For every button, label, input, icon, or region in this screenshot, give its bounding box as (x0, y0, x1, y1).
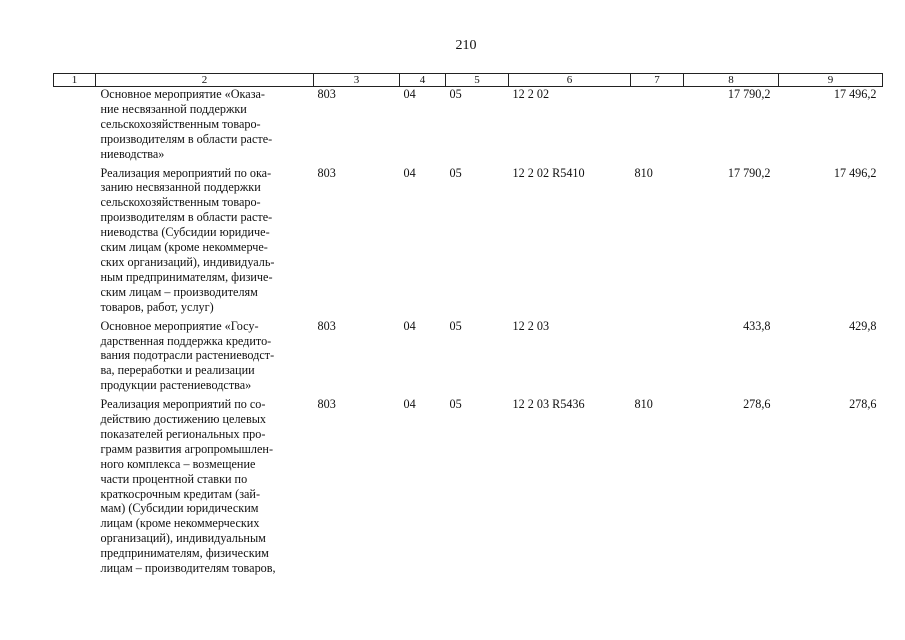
description-line: вания подотрасли растениеводст- (100, 348, 275, 363)
description-line: производителям в области расте- (100, 210, 273, 225)
page-number: 210 (455, 38, 477, 53)
table-row (54, 166, 883, 319)
column-header-8: 8 (684, 74, 779, 87)
description-line: мам) (Субсидии юридическим (100, 501, 259, 516)
table-row (54, 87, 883, 166)
row-description (96, 397, 314, 580)
row-index-cell (54, 87, 96, 166)
budget-table (53, 73, 883, 580)
column-header-5: 5 (446, 74, 509, 87)
expense-type-code (631, 319, 684, 398)
description-line: действию достижению целевых (100, 412, 266, 427)
amount-year-1: 433,8 (743, 318, 771, 333)
target-article-code: 12 2 03 R5436 (512, 397, 585, 412)
description-line: ниеводства» (100, 146, 165, 161)
row-index-cell (54, 319, 96, 398)
column-header-2: 2 (96, 74, 314, 87)
description-line: грамм развития агропромышлен- (100, 441, 273, 456)
amount-year-2: 429,8 (849, 318, 877, 333)
section-code: 04 (403, 397, 416, 412)
description-line: сельскохозяйственным товаро- (100, 195, 261, 210)
description-line: ва, переработки и реализации (100, 363, 255, 378)
grbs-code: 803 (317, 165, 336, 180)
description-line: Реализация мероприятий по со- (100, 397, 266, 412)
description-line: ским лицам – производителям (100, 284, 258, 299)
description-line: лицам – производителям товаров, (100, 561, 276, 576)
description-line: ских организаций), индивидуаль- (100, 254, 275, 269)
column-header-6: 6 (509, 74, 631, 87)
description-line: Основное мероприятие «Госу- (100, 318, 259, 333)
target-article-code: 12 2 02 (512, 87, 550, 101)
target-article-code: 12 2 02 R5410 (512, 165, 585, 180)
amount-year-2: 17 496,2 (833, 165, 877, 180)
column-header-9: 9 (779, 74, 883, 87)
description-line: занию несвязанной поддержки (100, 180, 261, 195)
description-line: организаций), индивидуальным (100, 531, 266, 546)
description-line: краткосрочным кредитам (зай- (100, 486, 261, 501)
section-code: 04 (403, 318, 416, 333)
section-code: 04 (403, 87, 416, 101)
row-index-cell (54, 397, 96, 580)
grbs-code: 803 (317, 87, 336, 101)
description-line: Основное мероприятие «Оказа- (100, 87, 265, 101)
description-line: Реализация мероприятий по ока- (100, 165, 272, 180)
description-line: производителям в области расте- (100, 131, 273, 146)
description-line: сельскохозяйственным товаро- (100, 116, 261, 131)
subsection-code: 05 (449, 87, 462, 101)
description-line: ниеводства (Субсидии юридиче- (100, 225, 270, 240)
subsection-code: 05 (449, 165, 462, 180)
description-line: ние несвязанной поддержки (100, 101, 247, 116)
amount-year-1: 17 790,2 (727, 165, 771, 180)
subsection-code: 05 (449, 318, 462, 333)
amount-year-1: 278,6 (743, 397, 771, 412)
table-body (54, 87, 883, 581)
expense-type-code: 810 (634, 165, 653, 180)
column-header-1: 1 (54, 74, 96, 87)
description-line: предпринимателям, физическим (100, 546, 269, 561)
description-line: лицам (кроме некоммерческих (100, 516, 260, 531)
row-index-cell (54, 166, 96, 319)
column-number-row (54, 74, 883, 87)
column-header-7: 7 (631, 74, 684, 87)
row-description (96, 87, 314, 166)
table-row (54, 397, 883, 580)
target-article-code: 12 2 03 (512, 318, 550, 333)
description-line: ного комплекса – возмещение (100, 456, 256, 471)
expense-type-code (631, 87, 684, 166)
column-header-4: 4 (400, 74, 446, 87)
grbs-code: 803 (317, 318, 336, 333)
row-description (96, 166, 314, 319)
subsection-code: 05 (449, 397, 462, 412)
description-line: части процентной ставки по (100, 471, 248, 486)
description-line: ным предпринимателям, физиче- (100, 269, 273, 284)
description-line: показателей региональных про- (100, 426, 266, 441)
column-header-3: 3 (314, 74, 400, 87)
amount-year-2: 278,6 (849, 397, 877, 412)
amount-year-2: 17 496,2 (833, 87, 877, 101)
description-line: товаров, работ, услуг) (100, 299, 214, 314)
grbs-code: 803 (317, 397, 336, 412)
row-description (96, 319, 314, 398)
description-line: ским лицам (кроме некоммерче- (100, 240, 268, 255)
expense-type-code: 810 (634, 397, 653, 412)
amount-year-1: 17 790,2 (727, 87, 771, 101)
table-row (54, 319, 883, 398)
description-line: дарственная поддержка кредито- (100, 333, 272, 348)
section-code: 04 (403, 165, 416, 180)
description-line: продукции растениеводства» (100, 378, 252, 393)
